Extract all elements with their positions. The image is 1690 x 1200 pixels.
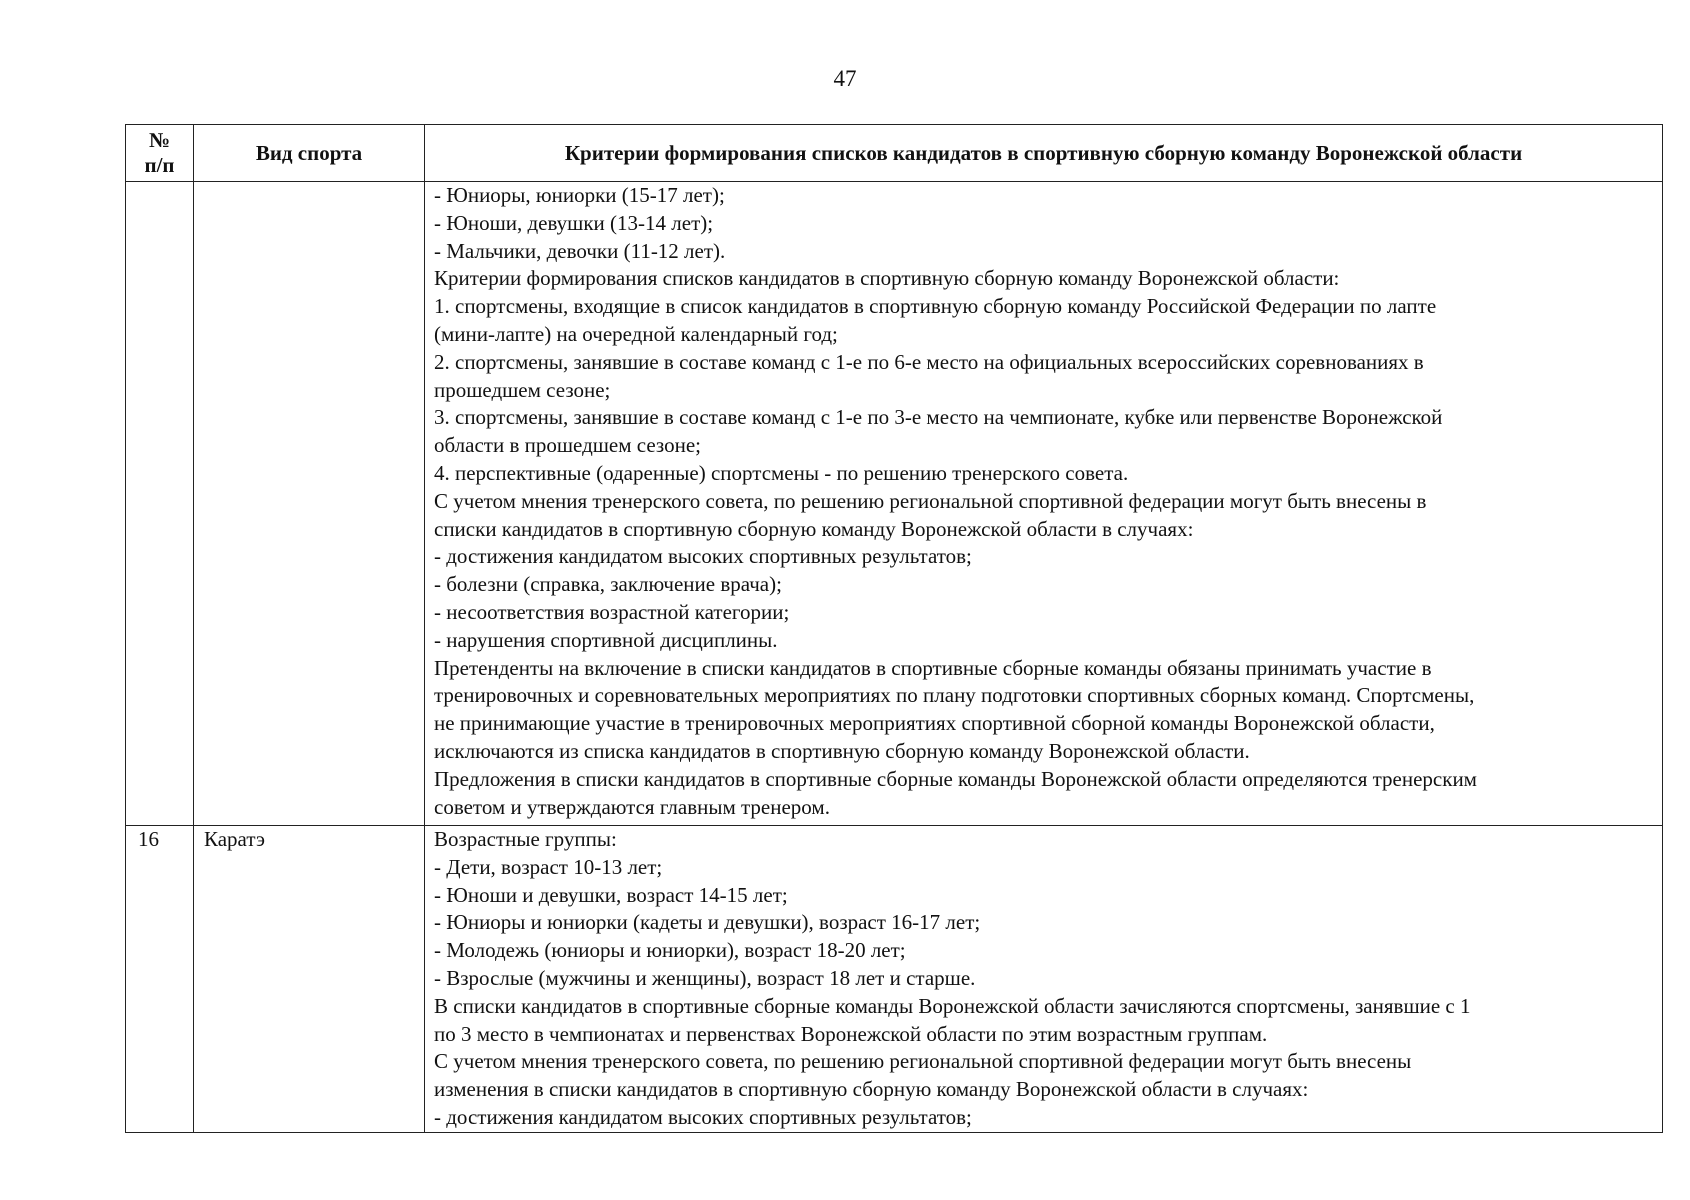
criteria-line: - достижения кандидатом высоких спортивных результатов; xyxy=(434,1104,972,1129)
criteria-line: Критерии формирования списков кандидатов в спортивную сборную команду Воронежской области: xyxy=(434,266,1340,291)
criteria-line: 4. перспективные (одаренные) спортсмены - по решению тренерского совета. xyxy=(434,460,1129,485)
criteria-line: С учетом мнения тренерского совета, по решению региональной спортивной федерации могут быть внесены xyxy=(434,1049,1412,1074)
criteria-line: - Молодежь (юниоры и юниорки), возраст 18-20 лет; xyxy=(434,938,906,963)
cell-sport: Каратэ xyxy=(194,826,425,1133)
criteria-line: Предложения в списки кандидатов в спортивные сборные команды Воронежской области определяются тренерским xyxy=(434,766,1477,791)
table-row xyxy=(126,182,1663,826)
criteria-line: Претенденты на включение в списки кандидатов в спортивные сборные команды обязаны принимать участие в xyxy=(434,655,1432,680)
criteria-line: - несоответствия возрастной категории; xyxy=(434,599,790,624)
criteria-line: по 3 место в чемпионатах и первенствах Воронежской области по этим возрастным группам. xyxy=(434,1021,1268,1046)
criteria-line: - Мальчики, девочки (11-12 лет). xyxy=(434,238,726,263)
criteria-line: - Юниоры и юниорки (кадеты и девушки), возраст 16-17 лет; xyxy=(434,910,981,935)
cell-num: 16 xyxy=(126,826,194,1133)
header-num xyxy=(126,125,194,182)
criteria-line: (мини-лапте) на очередной календарный год; xyxy=(434,321,838,346)
criteria-line: исключаются из списка кандидатов в спортивную сборную команду Воронежской области. xyxy=(434,738,1250,763)
page-number: 47 xyxy=(833,66,857,91)
cell-criteria xyxy=(425,182,1663,826)
header-sport: Вид спорта xyxy=(194,125,425,182)
criteria-line: 1. спортсмены, входящие в список кандидатов в спортивную сборную команду Российской Федерации по лапте xyxy=(434,294,1437,319)
criteria-line: С учетом мнения тренерского совета, по решению региональной спортивной федерации могут быть внесены в xyxy=(434,488,1427,513)
criteria-line: изменения в списки кандидатов в спортивную сборную команду Воронежской области в случаях: xyxy=(434,1077,1309,1102)
header-num-symbol: № xyxy=(148,128,171,152)
header-criteria: Критерии формирования списков кандидатов в спортивную сборную команду Воронежской области xyxy=(425,125,1663,182)
criteria-line: списки кандидатов в спортивную сборную команду Воронежской области в случаях: xyxy=(434,516,1194,541)
criteria-line: - Юноши и девушки, возраст 14-15 лет; xyxy=(434,882,788,907)
criteria-table xyxy=(125,124,1663,1133)
criteria-line: - Юниоры, юниорки (15-17 лет); xyxy=(434,183,725,207)
criteria-line: - достижения кандидатом высоких спортивных результатов; xyxy=(434,544,972,569)
criteria-line: тренировочных и соревновательных мероприятиях по плану подготовки спортивных сборных команд. Спортсмены, xyxy=(434,683,1475,708)
criteria-line: Возрастные группы: xyxy=(434,827,617,851)
cell-criteria xyxy=(425,826,1663,1133)
criteria-line: В списки кандидатов в спортивные сборные команды Воронежской области зачисляются спортсмены, занявшие с 1 xyxy=(434,993,1471,1018)
criteria-line: не принимающие участие в тренировочных мероприятиях спортивной сборной команды Воронежской области, xyxy=(434,711,1435,736)
header-num-abbrev: п/п xyxy=(144,153,175,177)
criteria-line: - Юноши, девушки (13-14 лет); xyxy=(434,210,714,235)
table-row xyxy=(126,826,1663,1133)
cell-sport xyxy=(194,182,425,826)
criteria-line: 2. спортсмены, занявшие в составе команд с 1-е по 6-е место на официальных всероссийских соревнованиях в xyxy=(434,349,1424,374)
criteria-line: советом и утверждаются главным тренером. xyxy=(434,794,830,819)
criteria-line: 3. спортсмены, занявшие в составе команд с 1-е по 3-е место на чемпионате, кубке или первенстве Воронежской xyxy=(434,405,1443,430)
criteria-line: - нарушения спортивной дисциплины. xyxy=(434,627,778,652)
criteria-line: прошедшем сезоне; xyxy=(434,377,611,402)
criteria-line: области в прошедшем сезоне; xyxy=(434,433,702,458)
criteria-line: - болезни (справка, заключение врача); xyxy=(434,572,782,597)
criteria-line: - Дети, возраст 10-13 лет; xyxy=(434,854,663,879)
table-header-row xyxy=(126,125,1663,182)
criteria-line: - Взрослые (мужчины и женщины), возраст 18 лет и старше. xyxy=(434,965,976,990)
cell-num xyxy=(126,182,194,826)
